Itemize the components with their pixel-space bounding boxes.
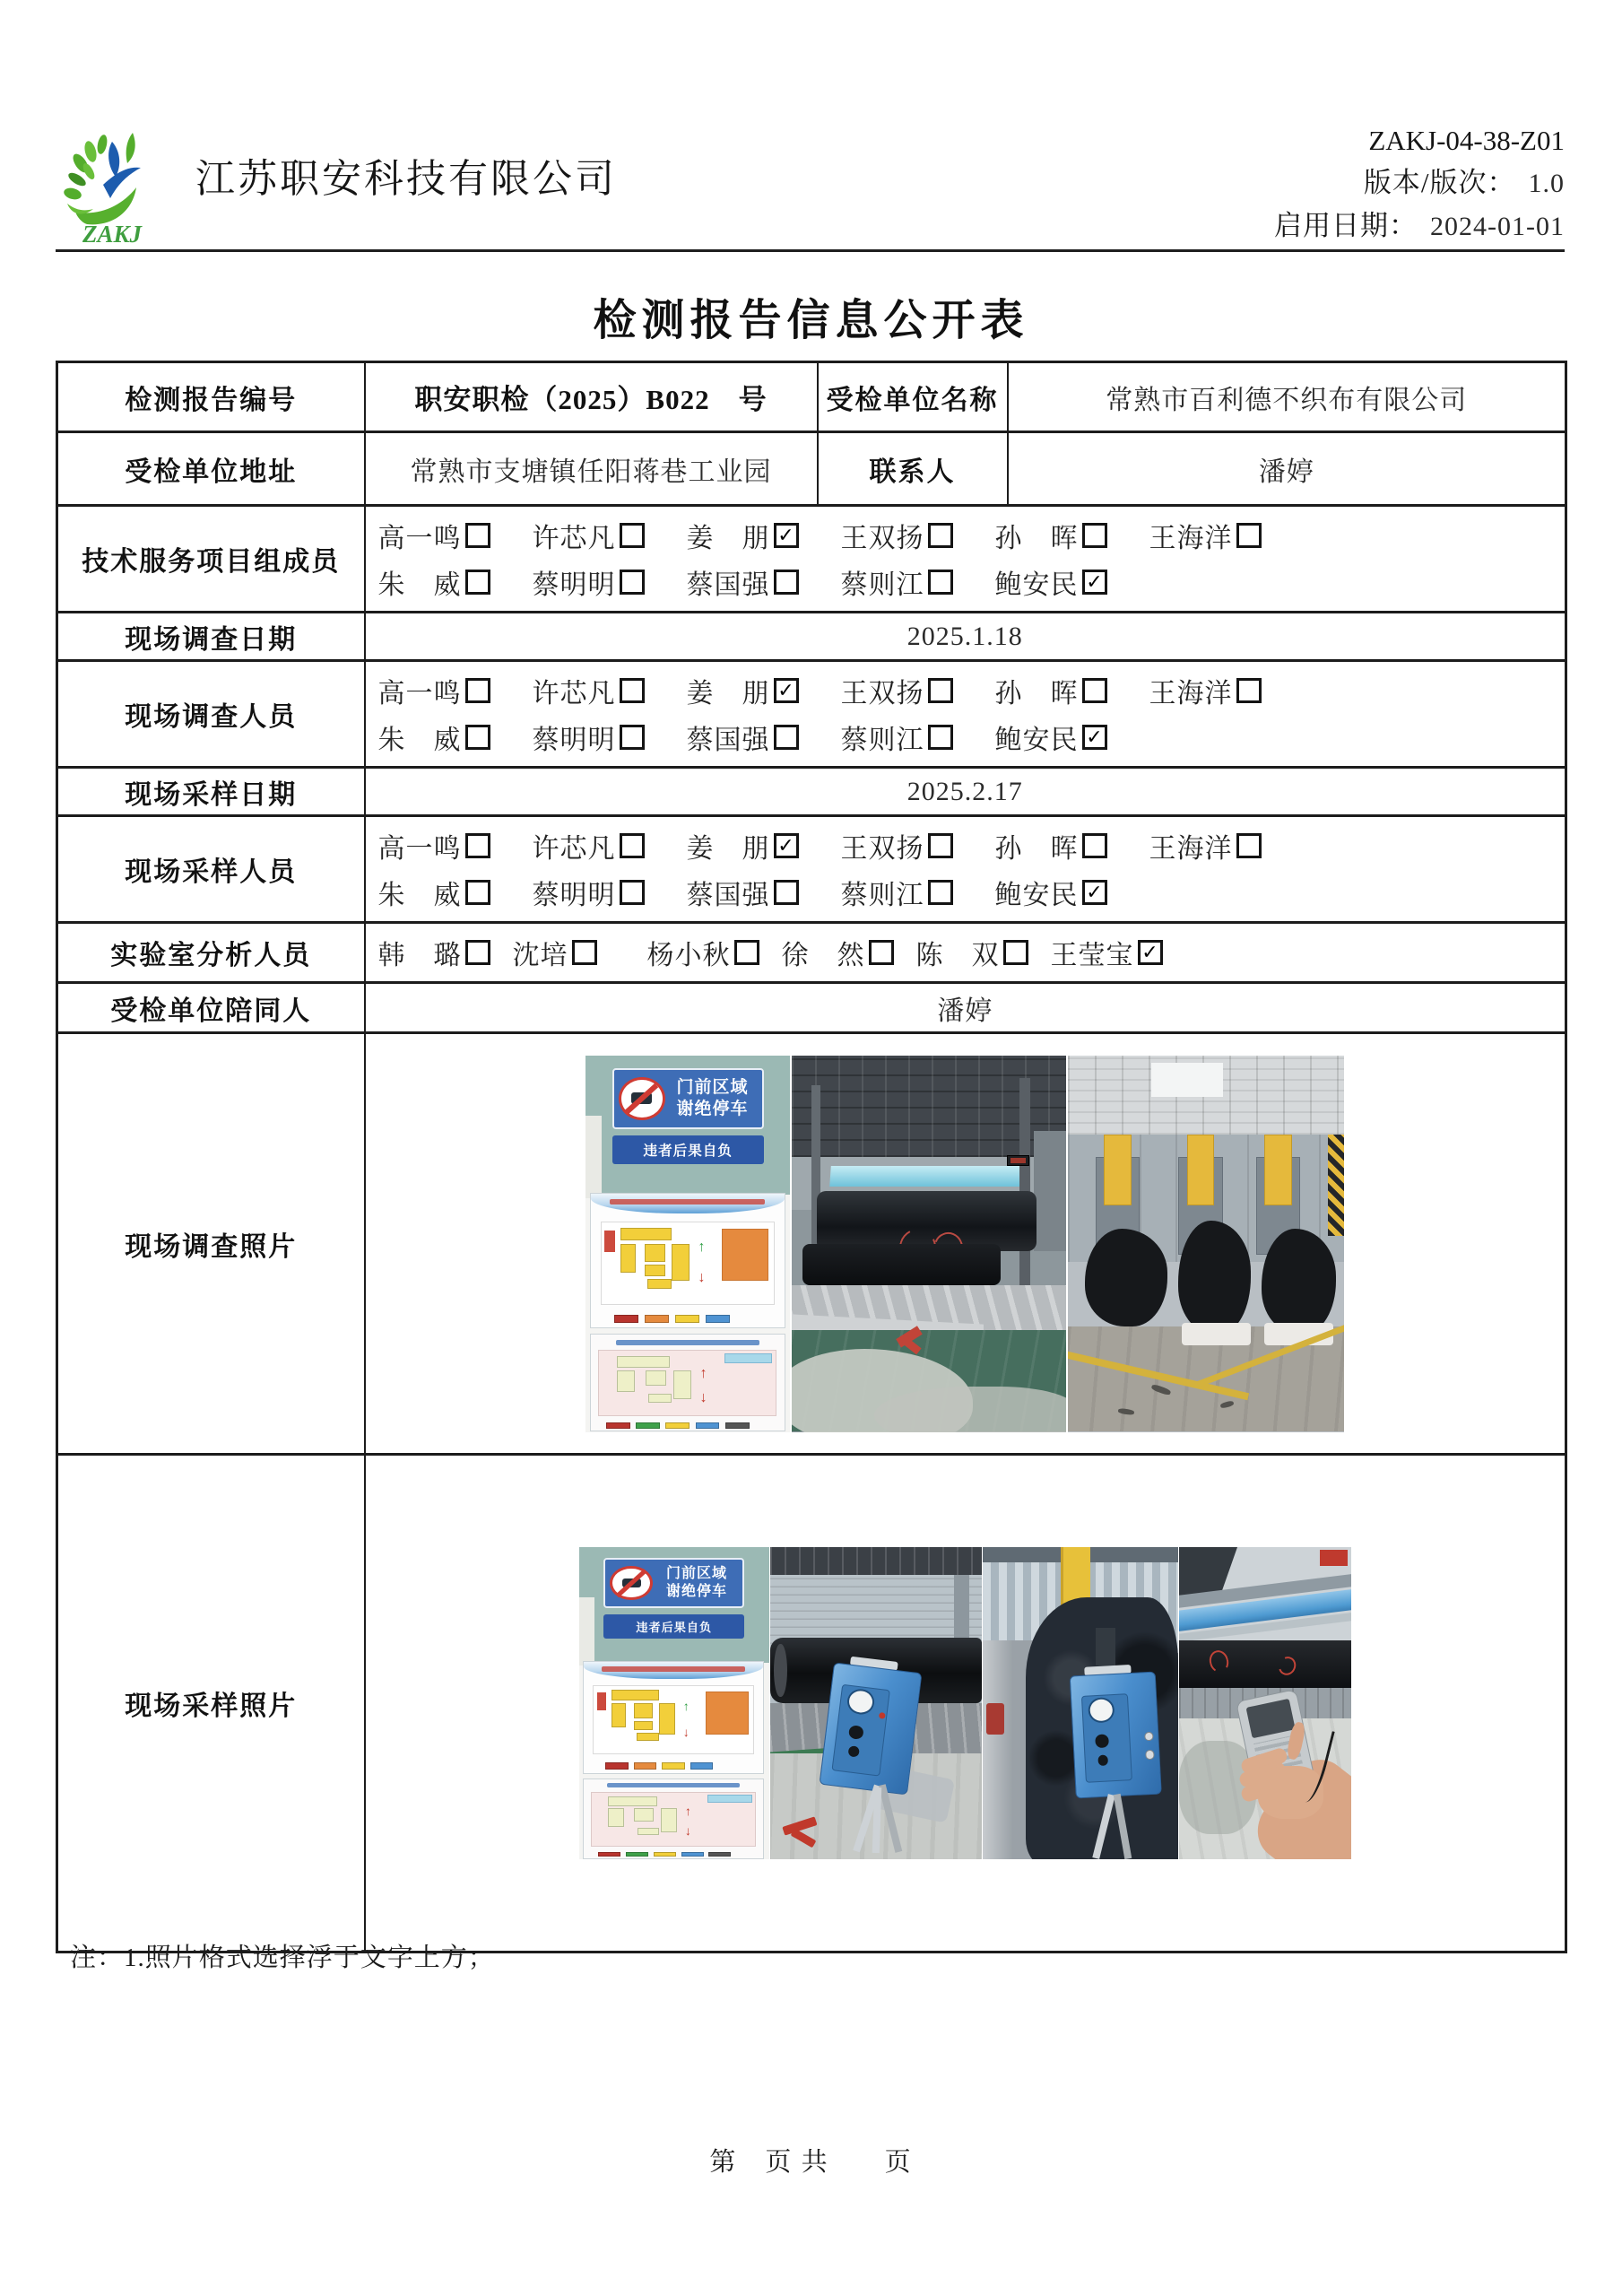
- row-sample-staff: [57, 816, 1566, 923]
- person-option: [841, 671, 995, 710]
- page-number-footer: 第 页 共 页: [709, 2148, 913, 2177]
- person-option: [533, 873, 687, 912]
- member-line-1: [378, 512, 1566, 559]
- fiber-pile-sampler-photo: [983, 1547, 1178, 1859]
- document-meta: [1274, 119, 1565, 249]
- no-parking-icon: [619, 1077, 664, 1120]
- checkbox-unchecked: [774, 880, 799, 905]
- survey-date-label: 现场调查日期: [57, 613, 365, 661]
- checkbox-unchecked: [465, 523, 490, 548]
- survey-date-value: 2025.1.18: [365, 613, 1566, 661]
- person-option: [533, 516, 687, 555]
- checkbox-unchecked: [465, 833, 490, 858]
- person-option: [647, 933, 782, 972]
- person-name: 朱 威: [377, 726, 462, 755]
- person-option: [1051, 933, 1185, 972]
- air-sampling-pump: [820, 1655, 924, 1796]
- risk-map-poster: ↑ ↓: [590, 1193, 785, 1328]
- unit-addr-label: 受检单位地址: [57, 432, 365, 506]
- person-name: 王海洋: [1149, 524, 1233, 553]
- person-name: 王海洋: [1149, 679, 1233, 709]
- unit-addr-value: 常熟市支塘镇任阳蒋巷工业园: [365, 432, 818, 506]
- checkbox-unchecked: [572, 940, 597, 965]
- person-option: [1149, 516, 1304, 555]
- checkbox-unchecked: [465, 678, 490, 703]
- survey-photos-cell: [365, 1033, 1566, 1455]
- sample-photos-cell: [365, 1455, 1566, 1952]
- person-name: 鲍安民: [994, 570, 1079, 600]
- contact-value: 潘婷: [1008, 432, 1566, 506]
- person-option: [995, 516, 1149, 555]
- handheld-meter-photo: [1179, 1547, 1351, 1859]
- row-lab-staff: [57, 923, 1566, 983]
- evacuation-plan-poster: ↑ ↓: [583, 1779, 764, 1859]
- survey-staff-label: 现场调查人员: [57, 661, 365, 768]
- person-option: [378, 671, 533, 710]
- sample-photo-strip: [366, 1547, 1566, 1859]
- checkbox-checked: ✓: [774, 523, 799, 548]
- sign-line-2: 谢绝停车: [666, 1584, 728, 1600]
- risk-map-poster: ↑ ↓: [583, 1661, 764, 1774]
- sample-date-value: 2025.2.17: [365, 768, 1566, 816]
- person-name: 韩 璐: [377, 941, 462, 970]
- person-option: [841, 826, 995, 865]
- person-name: 朱 威: [377, 881, 462, 910]
- person-option: [533, 671, 687, 710]
- team-label: 技术服务项目组成员: [57, 506, 365, 613]
- person-name: 许芯凡: [532, 679, 616, 709]
- person-name: 蔡国强: [686, 570, 770, 600]
- doc-version: 版本/版次： 1.0: [1363, 167, 1565, 198]
- person-name: 姜 朋: [686, 524, 770, 553]
- no-parking-sign-photo: [579, 1547, 769, 1859]
- person-name: 蔡明明: [532, 881, 616, 910]
- member-line-2: [378, 559, 1566, 605]
- no-parking-sign: [612, 1068, 764, 1166]
- person-option: [687, 718, 841, 757]
- lab-line: [378, 929, 1566, 976]
- checkbox-unchecked: [620, 523, 645, 548]
- person-name: 蔡明明: [532, 570, 616, 600]
- unit-name-value: 常熟市百利德不织布有限公司: [1008, 362, 1566, 432]
- sign-line-3: 违者后果自负: [612, 1135, 764, 1165]
- checkbox-unchecked: [1003, 940, 1028, 965]
- unit-name-label: 受检单位名称: [818, 362, 1008, 432]
- row-unit-address: [57, 432, 1566, 506]
- sample-staff-label: 现场采样人员: [57, 816, 365, 923]
- person-option: [995, 671, 1149, 710]
- person-name: 姜 朋: [686, 679, 770, 709]
- person-option: [916, 933, 1051, 972]
- person-option: [782, 933, 916, 972]
- survey-photo-label: 现场调查照片: [57, 1033, 365, 1455]
- person-name: 朱 威: [377, 570, 462, 600]
- person-option: [995, 718, 1149, 757]
- person-option: [687, 873, 841, 912]
- team-members-cell: [365, 506, 1566, 613]
- person-name: 杨小秋: [646, 941, 731, 970]
- air-sampling-pump: [1069, 1664, 1161, 1799]
- survey-photo-strip: [366, 1056, 1566, 1432]
- person-option: [841, 873, 995, 912]
- person-name: 孙 晖: [994, 679, 1079, 709]
- checkbox-unchecked: [1082, 678, 1107, 703]
- person-name: 王双扬: [840, 524, 924, 553]
- person-option: [378, 516, 533, 555]
- report-info-table: [56, 361, 1567, 1953]
- person-name: 许芯凡: [532, 834, 616, 864]
- sample-date-label: 现场采样日期: [57, 768, 365, 816]
- person-name: 蔡国强: [686, 726, 770, 755]
- person-option: [995, 873, 1149, 912]
- row-survey-date: [57, 613, 1566, 661]
- person-name: 王海洋: [1149, 834, 1233, 864]
- person-option: [378, 933, 513, 972]
- checkbox-checked: ✓: [1082, 570, 1107, 595]
- lab-staff-cell: [365, 923, 1566, 983]
- person-option: [687, 826, 841, 865]
- sample-photo-label: 现场采样照片: [57, 1455, 365, 1952]
- checkbox-unchecked: [774, 570, 799, 595]
- person-name: 鲍安民: [994, 726, 1079, 755]
- checkbox-unchecked: [928, 523, 953, 548]
- checkbox-checked: ✓: [1082, 880, 1107, 905]
- sign-line-3: 违者后果自负: [603, 1614, 744, 1639]
- row-survey-photos: [57, 1033, 1566, 1455]
- no-parking-sign-photo: [585, 1056, 790, 1432]
- person-name: 王莹宝: [1050, 941, 1134, 970]
- checkbox-unchecked: [1236, 833, 1262, 858]
- checkbox-unchecked: [620, 880, 645, 905]
- escort-value: 潘婷: [365, 983, 1566, 1033]
- person-name: 蔡明明: [532, 726, 616, 755]
- black-fabric-pile: [1085, 1229, 1167, 1326]
- row-survey-staff: [57, 661, 1566, 768]
- logo-text: ZAKJ: [82, 221, 143, 246]
- member-line-2: [378, 869, 1566, 916]
- person-option: [513, 933, 647, 972]
- person-option: [841, 718, 995, 757]
- survey-staff-cell: [365, 661, 1566, 768]
- checkbox-unchecked: [928, 678, 953, 703]
- person-name: 鲍安民: [994, 881, 1079, 910]
- person-name: 王双扬: [840, 834, 924, 864]
- person-name: 蔡则江: [840, 726, 924, 755]
- person-option: [378, 826, 533, 865]
- checkbox-unchecked: [928, 570, 953, 595]
- checkbox-unchecked: [465, 880, 490, 905]
- checkbox-unchecked: [869, 940, 894, 965]
- person-name: 高一鸣: [377, 524, 462, 553]
- sign-line-1: 门前区域: [676, 1078, 749, 1098]
- person-option: [378, 873, 533, 912]
- checkbox-unchecked: [620, 570, 645, 595]
- checkbox-unchecked: [1236, 678, 1262, 703]
- person-option: [841, 562, 995, 602]
- person-option: [687, 516, 841, 555]
- checkbox-unchecked: [928, 725, 953, 750]
- no-parking-icon: [610, 1566, 653, 1600]
- checkbox-unchecked: [1082, 833, 1107, 858]
- person-name: 徐 然: [781, 941, 865, 970]
- checkbox-unchecked: [620, 678, 645, 703]
- person-option: [995, 826, 1149, 865]
- checkbox-unchecked: [465, 725, 490, 750]
- member-line-1: [378, 822, 1566, 869]
- evacuation-plan-poster: ↑ ↓: [590, 1334, 785, 1431]
- person-option: [687, 671, 841, 710]
- escort-label: 受检单位陪同人: [57, 983, 365, 1033]
- person-name: 蔡国强: [686, 881, 770, 910]
- checkbox-checked: ✓: [1138, 940, 1163, 965]
- workshop-machine-photo: [792, 1056, 1066, 1432]
- sign-line-2: 谢绝停车: [676, 1100, 749, 1119]
- workshop-aisle-photo: [1068, 1056, 1344, 1432]
- person-option: [378, 718, 533, 757]
- checkbox-unchecked: [774, 725, 799, 750]
- checkbox-unchecked: [620, 833, 645, 858]
- doc-start-date: 启用日期： 2024-01-01: [1274, 210, 1565, 241]
- black-fabric-pile: [1178, 1221, 1250, 1334]
- checkbox-checked: ✓: [774, 833, 799, 858]
- checkbox-unchecked: [928, 880, 953, 905]
- person-name: 孙 晖: [994, 524, 1079, 553]
- checkbox-checked: ✓: [1082, 725, 1107, 750]
- person-name: 高一鸣: [377, 679, 462, 709]
- header-brand: [56, 127, 617, 249]
- doc-code: ZAKJ-04-38-Z01: [1368, 125, 1565, 156]
- checkbox-unchecked: [620, 725, 645, 750]
- person-name: 姜 朋: [686, 834, 770, 864]
- page-header: [56, 106, 1565, 252]
- company-name: 江苏职安科技有限公司: [195, 157, 617, 201]
- person-option: [1149, 826, 1304, 865]
- person-name: 孙 晖: [994, 834, 1079, 864]
- checkbox-unchecked: [1236, 523, 1262, 548]
- person-name: 高一鸣: [377, 834, 462, 864]
- sample-staff-cell: [365, 816, 1566, 923]
- person-option: [995, 562, 1149, 602]
- contact-label: 联系人: [818, 432, 1008, 506]
- checkbox-unchecked: [928, 833, 953, 858]
- person-option: [841, 516, 995, 555]
- footnote: 注：1.照片格式选择浮于文字上方；: [70, 1944, 495, 1972]
- person-option: [533, 718, 687, 757]
- person-name: 蔡则江: [840, 881, 924, 910]
- member-line-1: [378, 667, 1566, 714]
- person-name: 许芯凡: [532, 524, 616, 553]
- checkbox-unchecked: [734, 940, 759, 965]
- checkbox-unchecked: [465, 940, 490, 965]
- person-option: [378, 562, 533, 602]
- no-parking-sign: [603, 1558, 744, 1639]
- member-line-2: [378, 714, 1566, 761]
- person-name: 陈 双: [915, 941, 1000, 970]
- row-escort: [57, 983, 1566, 1033]
- person-option: [1149, 671, 1304, 710]
- person-name: 沈培: [512, 941, 568, 970]
- person-option: [533, 562, 687, 602]
- lab-label: 实验室分析人员: [57, 923, 365, 983]
- sampling-pump-photo: [770, 1547, 982, 1859]
- person-name: 蔡则江: [840, 570, 924, 600]
- company-logo: [56, 127, 176, 246]
- black-fabric-pile: [1262, 1229, 1336, 1335]
- row-sample-date: [57, 768, 1566, 816]
- person-option: [533, 826, 687, 865]
- row-report-no: [57, 362, 1566, 432]
- checkbox-unchecked: [465, 570, 490, 595]
- person-option: [687, 562, 841, 602]
- report-no-label: 检测报告编号: [57, 362, 365, 432]
- page-title: 检测报告信息公开表: [593, 297, 1029, 344]
- sign-line-1: 门前区域: [666, 1566, 728, 1582]
- checkbox-checked: ✓: [774, 678, 799, 703]
- person-name: 王双扬: [840, 679, 924, 709]
- fabric-roll: [1179, 1640, 1351, 1687]
- checkbox-unchecked: [1082, 523, 1107, 548]
- row-sample-photos: [57, 1455, 1566, 1952]
- report-no-value: 职安职检（2025）B022 号: [365, 362, 818, 432]
- row-team-members: [57, 506, 1566, 613]
